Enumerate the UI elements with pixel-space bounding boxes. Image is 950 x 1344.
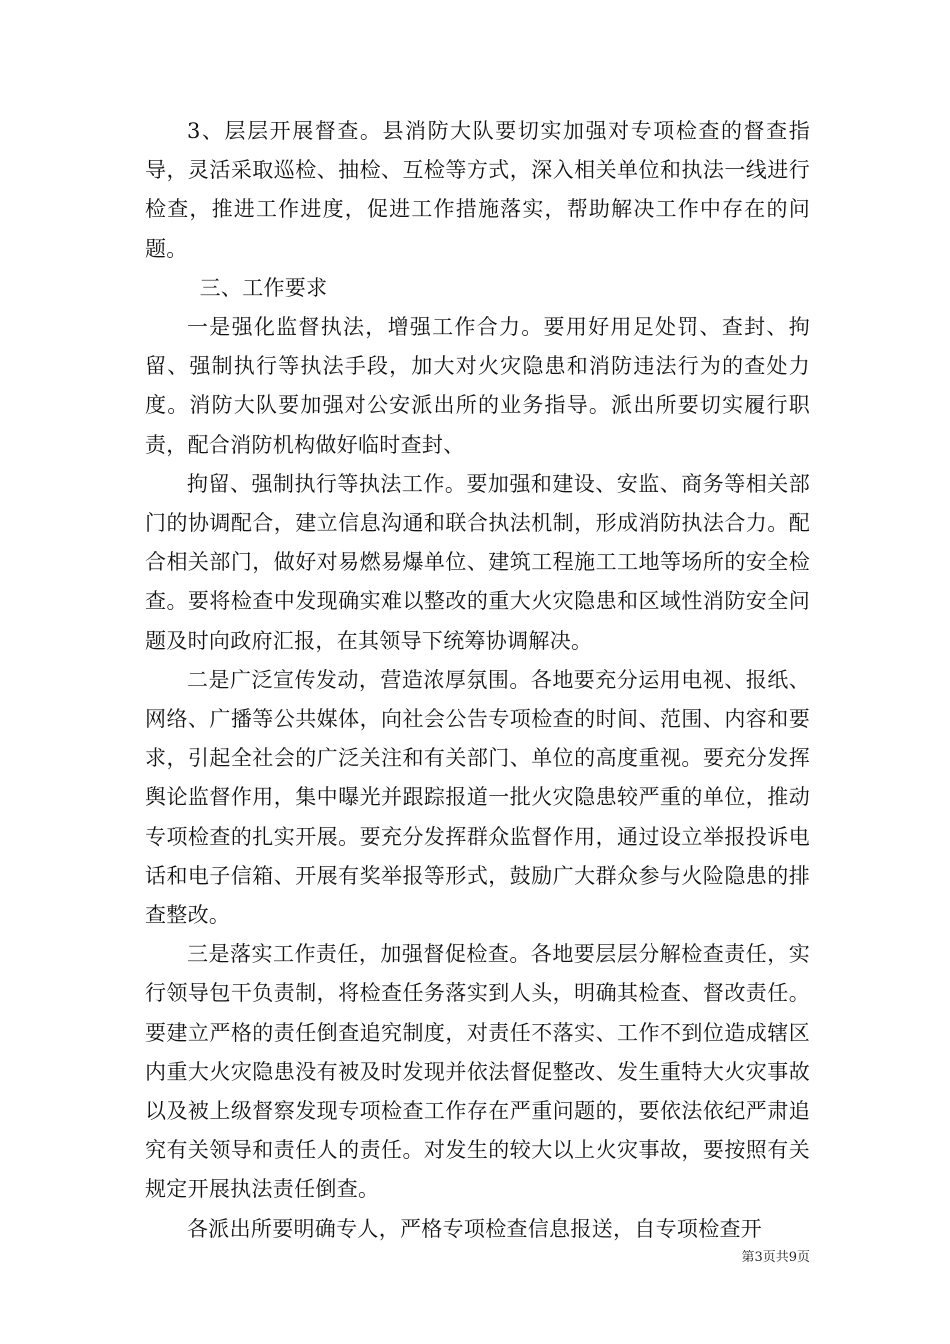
section-heading-work-requirements: 三、工作要求	[199, 275, 328, 300]
paragraph-responsibility: 三是落实工作责任，加强督促检查。各地要层层分解检查责任，实行领导包干负责制，将检查任务落实到人头，明确其检查、督改责任。要建立严格的责任倒查追究制度，对责任不落实、工作不到位造成辖区内重大火灾隐患没有被及时发现并依法督促整改、发生重特大火灾事故以及被上级督察发现专项检查工作存在严重问题的，要依法依纪严肃追究有关领导和责任人的责任。对发生的较大以上火灾事故，要按照有关规定开展执法责任倒查。	[145, 942, 810, 1202]
paragraph-supervision: 3、层层开展督查。县消防大队要切实加强对专项检查的督查指导，灵活采取巡检、抽检、互检等方式，深入相关单位和执法一线进行检查，推进工作进度，促进工作措施落实，帮助解决工作中存在的问题。	[145, 119, 810, 261]
paragraph-reporting: 各派出所要明确专人，严格专项检查信息报送，自专项检查开	[187, 1216, 763, 1241]
paragraph-enforcement-continued: 拘留、强制执行等执法工作。要加强和建设、安监、商务等相关部门的协调配合，建立信息沟通和联合执法机制，形成消防执法合力。配合相关部门，做好对易燃易爆单位、建筑工程施工工地等场所的安全检查。要将检查中发现确实难以整改的重大火灾隐患和区域性消防安全问题及时向政府汇报，在其领导下统筹协调解决。	[145, 471, 810, 653]
page-number-footer: 第3页共9页	[741, 1250, 810, 1265]
paragraph-publicity: 二是广泛宣传发动，营造浓厚氛围。各地要充分运用电视、报纸、网络、广播等公共媒体，向社会公告专项检查的时间、范围、内容和要求，引起全社会的广泛关注和有关部门、单位的高度重视。要充分发挥舆论监督作用，集中曝光并跟踪报道一批火灾隐患较严重的单位，推动专项检查的扎实开展。要充分发挥群众监督作用，通过设立举报投诉电话和电子信箱、开展有奖举报等形式，鼓励广大群众参与火险隐患的排查整改。	[145, 667, 810, 928]
document-body	[145, 112, 810, 1249]
paragraph-enforcement: 一是强化监督执法，增强工作合力。要用好用足处罚、查封、拘留、强制执行等执法手段，加大对火灾隐患和消防违法行为的查处力度。消防大队要加强对公安派出所的业务指导。派出所要切实履行职责，配合消防机构做好临时查封、	[145, 315, 810, 457]
